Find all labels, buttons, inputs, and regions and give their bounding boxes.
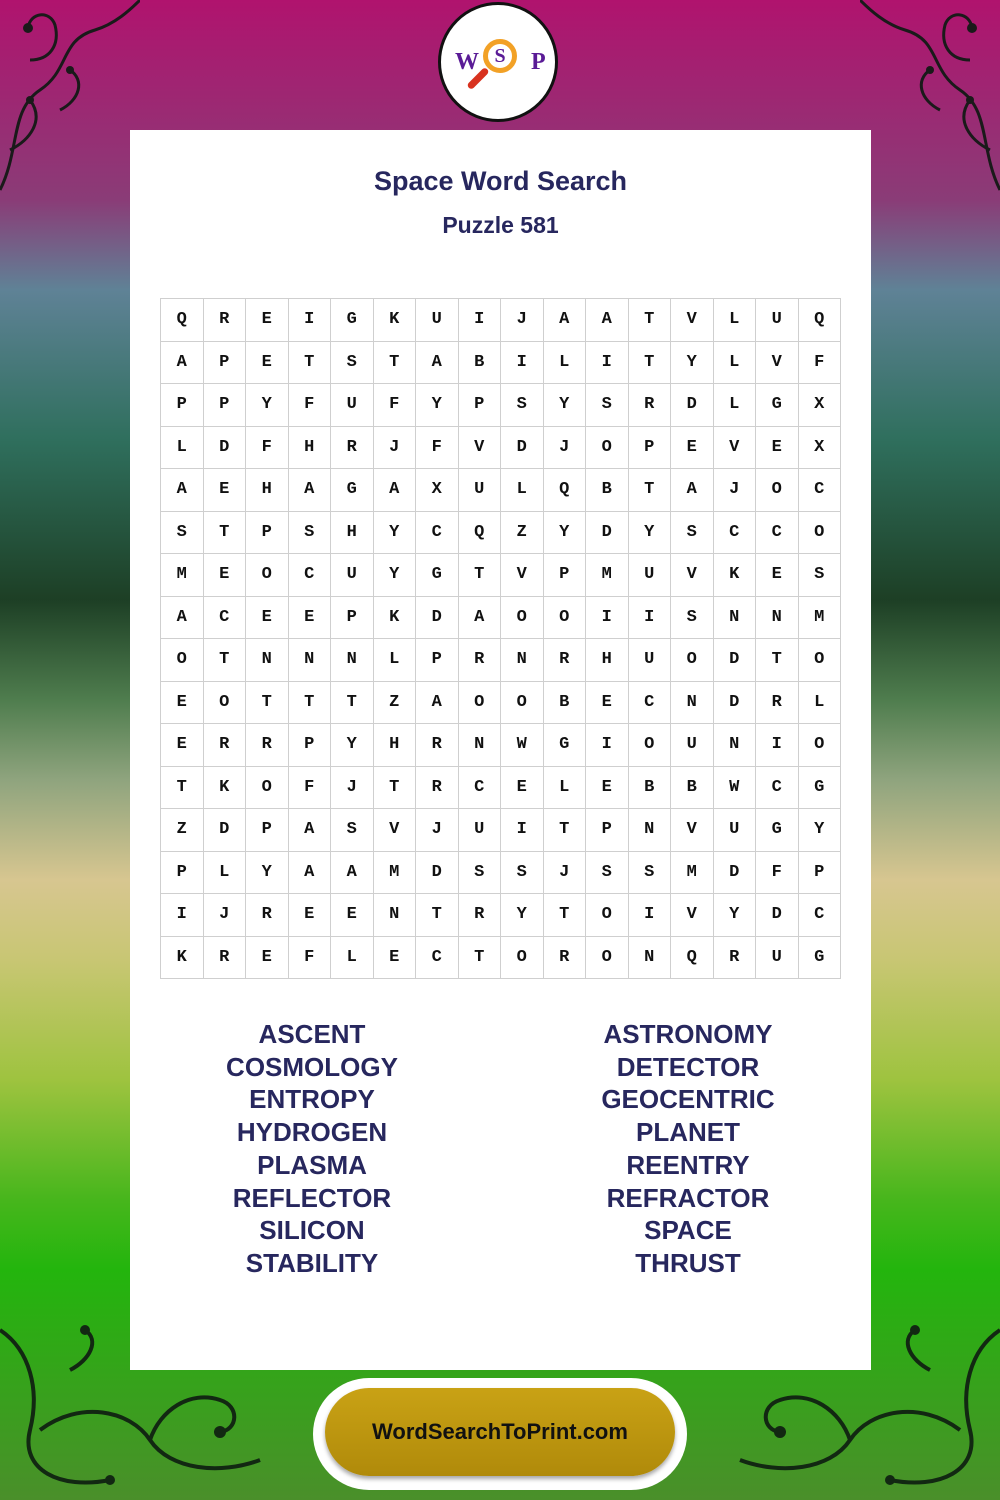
grid-cell[interactable]: I <box>459 299 502 342</box>
word-list-right <box>538 1018 838 1280</box>
word-list-item: REFRACTOR <box>606 1182 770 1213</box>
grid-cell[interactable]: O <box>459 682 502 725</box>
grid-cell[interactable]: F <box>416 427 459 470</box>
grid-cell[interactable]: S <box>289 512 332 555</box>
grid-cell[interactable]: V <box>756 342 799 385</box>
grid-cell[interactable]: B <box>671 767 714 810</box>
grid-cell[interactable]: R <box>459 639 502 682</box>
grid-cell[interactable]: U <box>459 469 502 512</box>
grid-cell[interactable]: P <box>459 384 502 427</box>
grid-cell[interactable]: C <box>799 469 842 512</box>
grid-cell[interactable]: O <box>799 639 842 682</box>
grid-cell[interactable]: A <box>416 342 459 385</box>
grid-cell[interactable]: G <box>799 767 842 810</box>
grid-cell[interactable]: A <box>161 597 204 640</box>
grid-cell[interactable]: Y <box>629 512 672 555</box>
grid-cell[interactable]: U <box>756 299 799 342</box>
word-list-item: ENTROPY <box>249 1084 375 1115</box>
grid-cell[interactable]: N <box>714 597 757 640</box>
grid-cell[interactable]: L <box>204 852 247 895</box>
grid-cell[interactable]: E <box>671 427 714 470</box>
grid-cell[interactable]: T <box>629 299 672 342</box>
grid-cell[interactable]: Y <box>416 384 459 427</box>
grid-cell[interactable]: U <box>714 809 757 852</box>
grid-cell[interactable]: S <box>161 512 204 555</box>
grid-cell[interactable]: T <box>416 894 459 937</box>
grid-cell[interactable]: O <box>246 554 289 597</box>
grid-cell[interactable]: Y <box>714 894 757 937</box>
grid-cell[interactable]: R <box>246 894 289 937</box>
grid-cell[interactable]: A <box>459 597 502 640</box>
flourish-ornament-icon <box>860 0 1000 200</box>
grid-cell[interactable]: P <box>246 512 289 555</box>
grid-cell[interactable]: E <box>756 554 799 597</box>
grid-cell[interactable]: U <box>671 724 714 767</box>
word-list-item: REFLECTOR <box>232 1182 392 1213</box>
grid-cell[interactable]: K <box>204 767 247 810</box>
grid-cell[interactable]: C <box>756 767 799 810</box>
grid-cell[interactable]: O <box>799 724 842 767</box>
grid-cell[interactable]: N <box>629 937 672 980</box>
grid-cell[interactable]: O <box>544 597 587 640</box>
grid-cell[interactable]: I <box>161 894 204 937</box>
grid-cell[interactable]: D <box>714 682 757 725</box>
grid-cell[interactable]: Q <box>459 512 502 555</box>
grid-cell[interactable]: Q <box>671 937 714 980</box>
grid-cell[interactable]: Q <box>544 469 587 512</box>
grid-cell[interactable]: Y <box>799 809 842 852</box>
grid-cell[interactable]: D <box>671 384 714 427</box>
grid-cell[interactable]: I <box>289 299 332 342</box>
grid-cell[interactable]: Y <box>544 384 587 427</box>
grid-cell[interactable]: N <box>756 597 799 640</box>
grid-cell[interactable]: T <box>629 469 672 512</box>
grid-cell[interactable]: D <box>756 894 799 937</box>
grid-cell[interactable]: S <box>331 809 374 852</box>
grid-cell[interactable]: F <box>246 427 289 470</box>
word-list-item: ASCENT <box>258 1019 366 1049</box>
grid-cell[interactable]: O <box>501 937 544 980</box>
grid-cell[interactable]: X <box>799 384 842 427</box>
grid-cell[interactable]: I <box>629 597 672 640</box>
grid-cell[interactable]: P <box>799 852 842 895</box>
grid-cell[interactable]: I <box>501 342 544 385</box>
grid-cell[interactable]: A <box>289 852 332 895</box>
grid-cell[interactable]: O <box>756 469 799 512</box>
grid-cell[interactable]: N <box>289 639 332 682</box>
grid-cell[interactable]: F <box>374 384 417 427</box>
grid-cell[interactable]: P <box>246 809 289 852</box>
grid-cell[interactable]: J <box>416 809 459 852</box>
grid-cell[interactable]: R <box>756 682 799 725</box>
grid-cell[interactable]: G <box>331 299 374 342</box>
grid-cell[interactable]: Y <box>544 512 587 555</box>
grid-cell[interactable]: N <box>331 639 374 682</box>
grid-cell[interactable]: N <box>714 724 757 767</box>
grid-cell[interactable]: E <box>331 894 374 937</box>
grid-cell[interactable]: G <box>756 809 799 852</box>
site-link-label: WordSearchToPrint.com <box>372 1419 628 1444</box>
grid-cell[interactable]: S <box>501 384 544 427</box>
grid-cell[interactable]: C <box>756 512 799 555</box>
grid-cell[interactable]: L <box>544 767 587 810</box>
grid-cell[interactable]: P <box>204 384 247 427</box>
grid-cell[interactable]: V <box>459 427 502 470</box>
grid-cell[interactable]: A <box>161 469 204 512</box>
flourish-ornament-icon <box>0 0 140 200</box>
grid-cell[interactable]: Y <box>246 852 289 895</box>
site-button-frame <box>313 1378 687 1490</box>
grid-cell[interactable]: E <box>204 554 247 597</box>
site-link-button[interactable] <box>325 1388 675 1476</box>
grid-cell[interactable]: P <box>331 597 374 640</box>
grid-cell[interactable]: H <box>374 724 417 767</box>
grid-cell[interactable]: J <box>544 852 587 895</box>
grid-cell[interactable]: O <box>671 639 714 682</box>
logo-letter-s: S <box>494 45 506 67</box>
grid-cell[interactable]: X <box>799 427 842 470</box>
grid-cell[interactable]: M <box>374 852 417 895</box>
grid-cell[interactable]: G <box>756 384 799 427</box>
word-list-item: SILICON <box>259 1215 365 1246</box>
grid-cell[interactable]: L <box>331 937 374 980</box>
grid-cell[interactable]: V <box>671 894 714 937</box>
grid-cell[interactable]: K <box>714 554 757 597</box>
word-list-item: PLANET <box>636 1117 740 1148</box>
grid-cell[interactable]: K <box>161 937 204 980</box>
grid-cell[interactable]: G <box>331 469 374 512</box>
grid-cell[interactable]: E <box>204 469 247 512</box>
grid-cell[interactable]: O <box>204 682 247 725</box>
grid-cell[interactable]: T <box>544 809 587 852</box>
grid-cell[interactable]: X <box>416 469 459 512</box>
grid-cell[interactable]: O <box>501 682 544 725</box>
grid-cell[interactable]: S <box>501 852 544 895</box>
grid-cell[interactable]: R <box>204 299 247 342</box>
grid-cell[interactable]: S <box>331 342 374 385</box>
grid-cell[interactable]: D <box>714 852 757 895</box>
grid-cell[interactable]: B <box>629 767 672 810</box>
grid-cell[interactable]: A <box>331 852 374 895</box>
grid-cell[interactable]: Q <box>161 299 204 342</box>
grid-cell[interactable]: R <box>714 937 757 980</box>
grid-cell[interactable]: T <box>756 639 799 682</box>
grid-cell[interactable]: A <box>671 469 714 512</box>
grid-cell[interactable]: P <box>204 342 247 385</box>
grid-cell[interactable]: G <box>416 554 459 597</box>
grid-cell[interactable]: A <box>586 299 629 342</box>
grid-cell[interactable]: Y <box>671 342 714 385</box>
grid-cell[interactable]: P <box>289 724 332 767</box>
word-list-item: DETECTOR <box>616 1051 760 1082</box>
grid-cell[interactable]: O <box>586 427 629 470</box>
grid-cell[interactable]: Q <box>799 299 842 342</box>
grid-cell[interactable]: H <box>331 512 374 555</box>
grid-cell[interactable]: A <box>374 469 417 512</box>
grid-cell[interactable]: T <box>459 554 502 597</box>
grid-cell[interactable]: A <box>289 809 332 852</box>
grid-cell[interactable]: L <box>374 639 417 682</box>
grid-cell[interactable]: E <box>246 299 289 342</box>
grid-cell[interactable]: U <box>331 384 374 427</box>
grid-cell[interactable]: J <box>374 427 417 470</box>
grid-cell[interactable]: I <box>586 597 629 640</box>
grid-cell[interactable]: C <box>289 554 332 597</box>
grid-cell[interactable]: T <box>204 639 247 682</box>
grid-cell[interactable]: V <box>671 809 714 852</box>
grid-cell[interactable]: O <box>629 724 672 767</box>
grid-cell[interactable]: Y <box>331 724 374 767</box>
grid-cell[interactable]: L <box>799 682 842 725</box>
grid-cell[interactable]: Z <box>501 512 544 555</box>
word-list-item: THRUST <box>635 1247 741 1278</box>
grid-cell[interactable]: G <box>799 937 842 980</box>
grid-cell[interactable]: H <box>586 639 629 682</box>
grid-cell[interactable]: R <box>416 767 459 810</box>
grid-cell[interactable]: U <box>331 554 374 597</box>
grid-cell[interactable]: V <box>671 554 714 597</box>
grid-cell[interactable]: T <box>204 512 247 555</box>
page-title: Space Word Search <box>373 166 628 196</box>
grid-cell[interactable]: J <box>714 469 757 512</box>
grid-cell[interactable]: E <box>501 767 544 810</box>
grid-cell[interactable]: M <box>161 554 204 597</box>
grid-cell[interactable]: E <box>246 342 289 385</box>
grid-cell[interactable]: S <box>799 554 842 597</box>
grid-cell[interactable]: R <box>204 724 247 767</box>
grid-cell[interactable]: W <box>714 767 757 810</box>
grid-cell[interactable]: T <box>544 894 587 937</box>
grid-cell[interactable]: B <box>459 342 502 385</box>
grid-cell[interactable]: E <box>161 724 204 767</box>
letter-grid <box>160 298 841 979</box>
puzzle-card <box>130 130 871 1370</box>
grid-cell[interactable]: J <box>501 299 544 342</box>
grid-cell[interactable]: N <box>246 639 289 682</box>
grid-cell[interactable]: D <box>586 512 629 555</box>
grid-cell[interactable]: S <box>459 852 502 895</box>
grid-cell[interactable]: F <box>756 852 799 895</box>
grid-cell[interactable]: F <box>799 342 842 385</box>
grid-cell[interactable]: L <box>714 342 757 385</box>
grid-cell[interactable]: O <box>799 512 842 555</box>
grid-cell[interactable]: N <box>501 639 544 682</box>
grid-cell[interactable]: E <box>586 682 629 725</box>
grid-cell[interactable]: T <box>246 682 289 725</box>
grid-cell[interactable]: J <box>544 427 587 470</box>
grid-cell[interactable]: I <box>629 894 672 937</box>
grid-cell[interactable]: D <box>204 809 247 852</box>
grid-cell[interactable]: W <box>501 724 544 767</box>
grid-cell[interactable]: L <box>714 299 757 342</box>
grid-cell[interactable]: E <box>289 894 332 937</box>
grid-cell[interactable]: R <box>629 384 672 427</box>
grid-cell[interactable]: A <box>161 342 204 385</box>
grid-cell[interactable]: U <box>756 937 799 980</box>
magnifier-logo-icon[interactable] <box>438 2 558 122</box>
logo-letter-p: P <box>531 49 546 75</box>
grid-cell[interactable]: P <box>161 852 204 895</box>
grid-cell[interactable]: Z <box>161 809 204 852</box>
grid-cell[interactable]: S <box>629 852 672 895</box>
magnifier-icon <box>483 39 517 73</box>
grid-cell[interactable]: U <box>459 809 502 852</box>
grid-cell[interactable]: V <box>714 427 757 470</box>
grid-cell[interactable]: D <box>714 639 757 682</box>
grid-cell[interactable]: S <box>671 597 714 640</box>
grid-cell[interactable]: B <box>586 469 629 512</box>
grid-cell[interactable]: A <box>544 299 587 342</box>
grid-cell[interactable]: R <box>459 894 502 937</box>
grid-cell[interactable]: E <box>289 597 332 640</box>
grid-cell[interactable]: V <box>671 299 714 342</box>
grid-cell[interactable]: O <box>586 894 629 937</box>
grid-cell[interactable]: U <box>629 639 672 682</box>
grid-cell[interactable]: G <box>544 724 587 767</box>
grid-cell[interactable]: L <box>161 427 204 470</box>
grid-cell[interactable]: T <box>161 767 204 810</box>
word-list-item: ASTRONOMY <box>603 1019 773 1049</box>
grid-cell[interactable]: V <box>501 554 544 597</box>
grid-cell[interactable]: E <box>161 682 204 725</box>
grid-cell[interactable]: T <box>289 342 332 385</box>
grid-cell[interactable]: I <box>586 724 629 767</box>
grid-cell[interactable]: N <box>374 894 417 937</box>
grid-cell[interactable]: Y <box>246 384 289 427</box>
grid-cell[interactable]: S <box>671 512 714 555</box>
grid-cell[interactable]: T <box>374 767 417 810</box>
word-list-item: HYDROGEN <box>236 1117 388 1148</box>
grid-cell[interactable]: Z <box>374 682 417 725</box>
grid-cell[interactable]: V <box>374 809 417 852</box>
grid-cell[interactable]: H <box>246 469 289 512</box>
grid-cell[interactable]: R <box>204 937 247 980</box>
word-list-item: REENTRY <box>626 1149 750 1180</box>
grid-cell[interactable]: P <box>629 427 672 470</box>
grid-cell[interactable]: K <box>374 299 417 342</box>
grid-cell[interactable]: O <box>161 639 204 682</box>
grid-cell[interactable]: Y <box>374 512 417 555</box>
grid-cell[interactable]: M <box>671 852 714 895</box>
grid-cell[interactable]: F <box>289 384 332 427</box>
grid-cell[interactable]: U <box>629 554 672 597</box>
grid-cell[interactable]: P <box>161 384 204 427</box>
grid-cell[interactable]: O <box>501 597 544 640</box>
grid-cell[interactable]: D <box>416 852 459 895</box>
grid-cell[interactable]: N <box>459 724 502 767</box>
grid-cell[interactable]: C <box>714 512 757 555</box>
grid-cell[interactable]: M <box>586 554 629 597</box>
grid-cell[interactable]: T <box>459 937 502 980</box>
grid-cell[interactable]: C <box>204 597 247 640</box>
word-list-left <box>162 1018 462 1280</box>
word-list-item: GEOCENTRIC <box>601 1084 775 1115</box>
grid-cell[interactable]: L <box>544 342 587 385</box>
grid-cell[interactable]: R <box>246 724 289 767</box>
puzzle-number: Puzzle 581 <box>442 212 559 238</box>
grid-cell[interactable]: A <box>289 469 332 512</box>
grid-cell[interactable]: R <box>544 639 587 682</box>
grid-cell[interactable]: E <box>756 427 799 470</box>
grid-cell[interactable]: E <box>246 597 289 640</box>
grid-cell[interactable]: U <box>416 299 459 342</box>
grid-cell[interactable]: F <box>289 937 332 980</box>
grid-cell[interactable]: P <box>586 809 629 852</box>
grid-cell[interactable]: R <box>416 724 459 767</box>
logo-letter-w: W <box>455 49 479 75</box>
grid-cell[interactable]: Y <box>501 894 544 937</box>
grid-cell[interactable]: O <box>586 937 629 980</box>
grid-cell[interactable]: F <box>289 767 332 810</box>
grid-cell[interactable]: M <box>799 597 842 640</box>
grid-cell[interactable]: J <box>331 767 374 810</box>
grid-cell[interactable]: C <box>629 682 672 725</box>
grid-cell[interactable]: E <box>374 937 417 980</box>
grid-cell[interactable]: O <box>246 767 289 810</box>
grid-cell[interactable]: I <box>586 342 629 385</box>
grid-cell[interactable]: A <box>416 682 459 725</box>
grid-cell[interactable]: N <box>629 809 672 852</box>
word-list-item: PLASMA <box>257 1149 367 1180</box>
grid-cell[interactable]: H <box>289 427 332 470</box>
grid-cell[interactable]: L <box>501 469 544 512</box>
word-list-item: COSMOLOGY <box>226 1051 398 1082</box>
grid-cell[interactable]: Y <box>374 554 417 597</box>
grid-cell[interactable]: C <box>799 894 842 937</box>
grid-cell[interactable]: C <box>416 937 459 980</box>
grid-cell[interactable]: I <box>756 724 799 767</box>
grid-cell[interactable]: R <box>331 427 374 470</box>
grid-cell[interactable]: E <box>246 937 289 980</box>
grid-cell[interactable]: L <box>714 384 757 427</box>
grid-cell[interactable]: T <box>331 682 374 725</box>
grid-cell[interactable]: J <box>204 894 247 937</box>
grid-cell[interactable]: B <box>544 682 587 725</box>
grid-cell[interactable]: P <box>416 639 459 682</box>
grid-cell[interactable]: S <box>586 384 629 427</box>
grid-cell[interactable]: N <box>671 682 714 725</box>
grid-cell[interactable]: D <box>501 427 544 470</box>
grid-cell[interactable]: E <box>586 767 629 810</box>
grid-cell[interactable]: R <box>544 937 587 980</box>
grid-cell[interactable]: D <box>416 597 459 640</box>
grid-cell[interactable]: T <box>374 342 417 385</box>
grid-cell[interactable]: S <box>586 852 629 895</box>
word-list-item: SPACE <box>644 1215 732 1246</box>
grid-cell[interactable]: C <box>416 512 459 555</box>
grid-cell[interactable]: I <box>501 809 544 852</box>
grid-cell[interactable]: C <box>459 767 502 810</box>
grid-cell[interactable]: D <box>204 427 247 470</box>
grid-cell[interactable]: T <box>629 342 672 385</box>
grid-cell[interactable]: T <box>289 682 332 725</box>
word-list-item: STABILITY <box>245 1247 379 1278</box>
grid-cell[interactable]: P <box>544 554 587 597</box>
grid-cell[interactable]: K <box>374 597 417 640</box>
